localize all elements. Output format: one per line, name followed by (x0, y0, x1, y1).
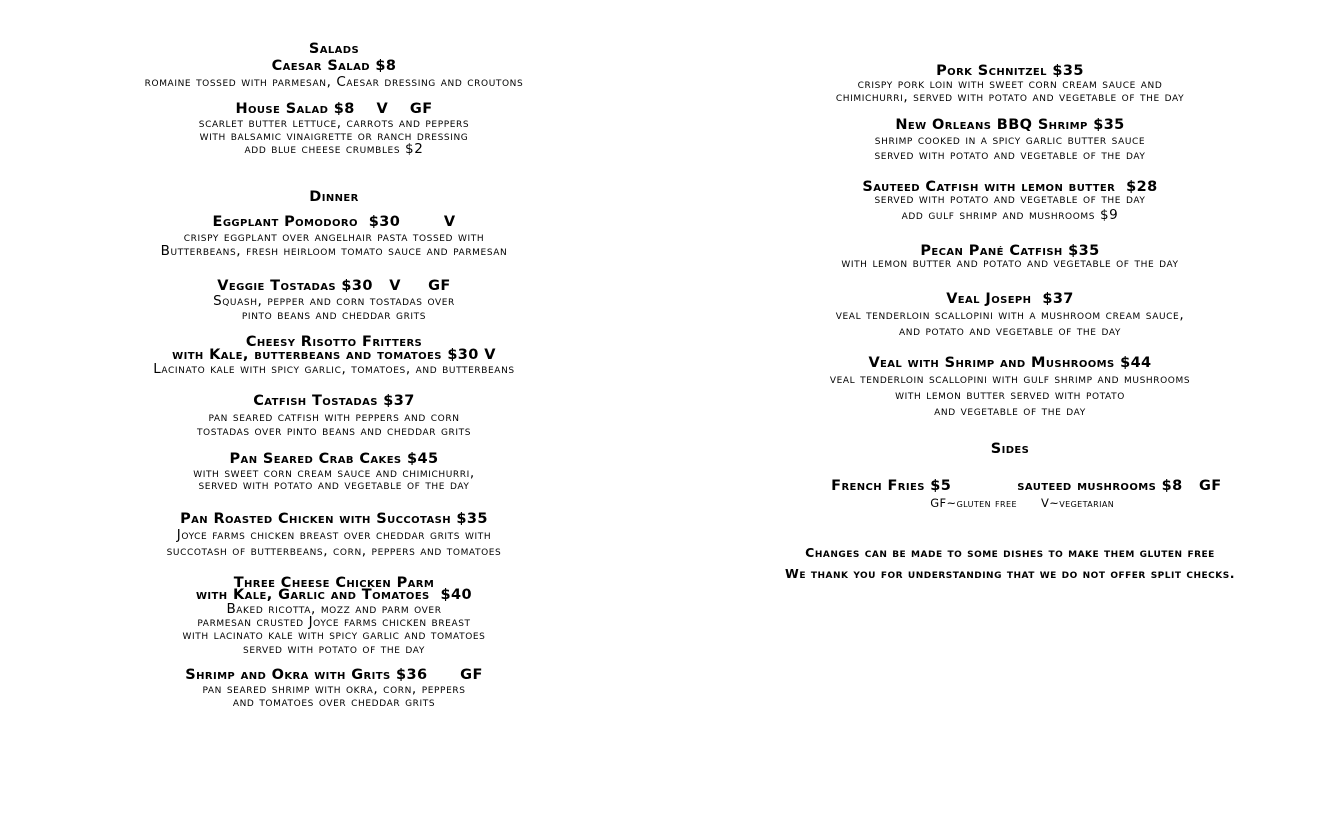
catfish-tostadas-description: tostadas over pinto beans and cheddar grits (196, 423, 472, 439)
veggie-tostadas-description: Squash, pepper and corn tostadas over (213, 293, 455, 309)
veal-joseph-title: Veal Joseph $37 (946, 291, 1074, 307)
vegetarian-key: V~vegetarian (1040, 495, 1115, 510)
crab-cakes-description: served with potato and vegetable of the day (198, 477, 470, 493)
split-checks-note: We thank you for understanding that we do not offer split checks. (785, 566, 1235, 581)
side-sauteed-mushrooms: sauteed mushrooms $8 GF (1017, 477, 1222, 494)
veal-shrimp-description: and vegetable of the day (934, 403, 1086, 419)
chicken-succotash-description: Joyce farms chicken breast over cheddar grits with (176, 527, 492, 543)
veggie-tostadas-title: Veggie Tostadas $30 V GF (217, 278, 451, 294)
crab-cakes-description: with sweet corn cream sauce and chimichurri, (193, 465, 475, 481)
veal-joseph-description: and potato and vegetable of the day (898, 323, 1121, 339)
eggplant-pomodoro-title: Eggplant Pomodoro $30 V (212, 214, 456, 230)
dinner-heading: Dinner (309, 189, 359, 205)
sauteed-catfish-title: Sauteed Catfish with lemon butter $28 (862, 179, 1158, 195)
veal-shrimp-title: Veal with Shrimp and Mushrooms $44 (868, 355, 1152, 371)
catfish-tostadas-description: pan seared catfish with peppers and corn (208, 409, 460, 425)
shrimp-okra-description: and tomatoes over cheddar grits (232, 694, 436, 710)
veggie-tostadas-description: pinto beans and cheddar grits (241, 307, 427, 323)
sides-heading: Sides (990, 441, 1030, 457)
dietary-key (716, 486, 1304, 521)
salads-heading: Salads (308, 41, 360, 57)
veal-shrimp-description: veal tenderloin scallopini with gulf shrimp and mushrooms (829, 371, 1191, 387)
eggplant-pomodoro-description: crispy eggplant over angelhair pasta tossed with (183, 229, 485, 245)
veal-joseph-description: veal tenderloin scallopini with a mushroom cream sauce, (835, 307, 1185, 323)
chicken-parm-subtitle: with Kale, Garlic and Tomatoes $40 (195, 587, 473, 603)
sauteed-catfish-addon: add gulf shrimp and mushrooms $9 (901, 207, 1119, 223)
house-salad-title: House Salad $8 V GF (235, 101, 433, 117)
eggplant-pomodoro-description: Butterbeans, fresh heirloom tomato sauce and parmesan (160, 243, 508, 259)
side-french-fries: French Fries $5 (831, 477, 952, 494)
crab-cakes-title: Pan Seared Crab Cakes $45 (229, 451, 439, 467)
shrimp-okra-description: pan seared shrimp with okra, corn, peppers (202, 681, 466, 697)
chicken-parm-description: parmesan crusted Joyce farms chicken breast (197, 614, 471, 630)
catfish-tostadas-title: Catfish Tostadas $37 (253, 393, 415, 409)
chicken-parm-description: with lacinato kale with spicy garlic and tomatoes (182, 627, 486, 643)
house-salad-addon: add blue cheese crumbles $2 (244, 141, 424, 157)
pork-schnitzel-title: Pork Schnitzel $35 (936, 63, 1084, 79)
pork-schnitzel-description: chimichurri, served with potato and vegetable of the day (835, 89, 1185, 105)
pork-schnitzel-description: crispy pork loin with sweet corn cream sauce and (857, 76, 1163, 92)
shrimp-okra-title: Shrimp and Okra with Grits $36 GF (185, 667, 483, 683)
gluten-free-note: Changes can be made to some dishes to make them gluten free (805, 545, 1215, 560)
bbq-shrimp-description: served with potato and vegetable of the day (874, 147, 1146, 163)
risotto-fritters-description: Lacinato kale with spicy garlic, tomatoes, and butterbeans (153, 361, 515, 377)
risotto-fritters-title: Cheesy Risotto Fritters (245, 334, 423, 350)
chicken-succotash-title: Pan Roasted Chicken with Succotash $35 (180, 511, 488, 527)
caesar-salad-title: Caesar Salad $8 (271, 58, 397, 74)
veal-shrimp-description: with lemon butter served with potato (895, 387, 1125, 403)
sauteed-catfish-description: served with potato and vegetable of the day (874, 191, 1146, 207)
pecan-catfish-description: with lemon butter and potato and vegetable of the day (841, 255, 1179, 271)
risotto-fritters-subtitle: with Kale, butterbeans and tomatoes $30 V (172, 347, 496, 363)
bbq-shrimp-description: shrimp cooked in a spicy garlic butter sauce (874, 132, 1146, 148)
gluten-free-key: GF~gluten free (930, 495, 1017, 510)
house-salad-description: scarlet butter lettuce, carrots and peppers (198, 115, 470, 131)
chicken-parm-description: served with potato of the day (243, 641, 425, 657)
chicken-parm-title: Three Cheese Chicken Parm (233, 575, 435, 591)
caesar-salad-description: romaine tossed with parmesan, Caesar dressing and croutons (144, 74, 524, 90)
bbq-shrimp-title: New Orleans BBQ Shrimp $35 (895, 117, 1125, 133)
house-salad-description: with balsamic vinaigrette or ranch dressing (199, 128, 469, 144)
chicken-parm-description: Baked ricotta, mozz and parm over (226, 601, 442, 617)
pecan-catfish-title: Pecan Pané Catfish $35 (920, 243, 1100, 259)
chicken-succotash-description: succotash of butterbeans, corn, peppers and tomatoes (166, 543, 502, 559)
